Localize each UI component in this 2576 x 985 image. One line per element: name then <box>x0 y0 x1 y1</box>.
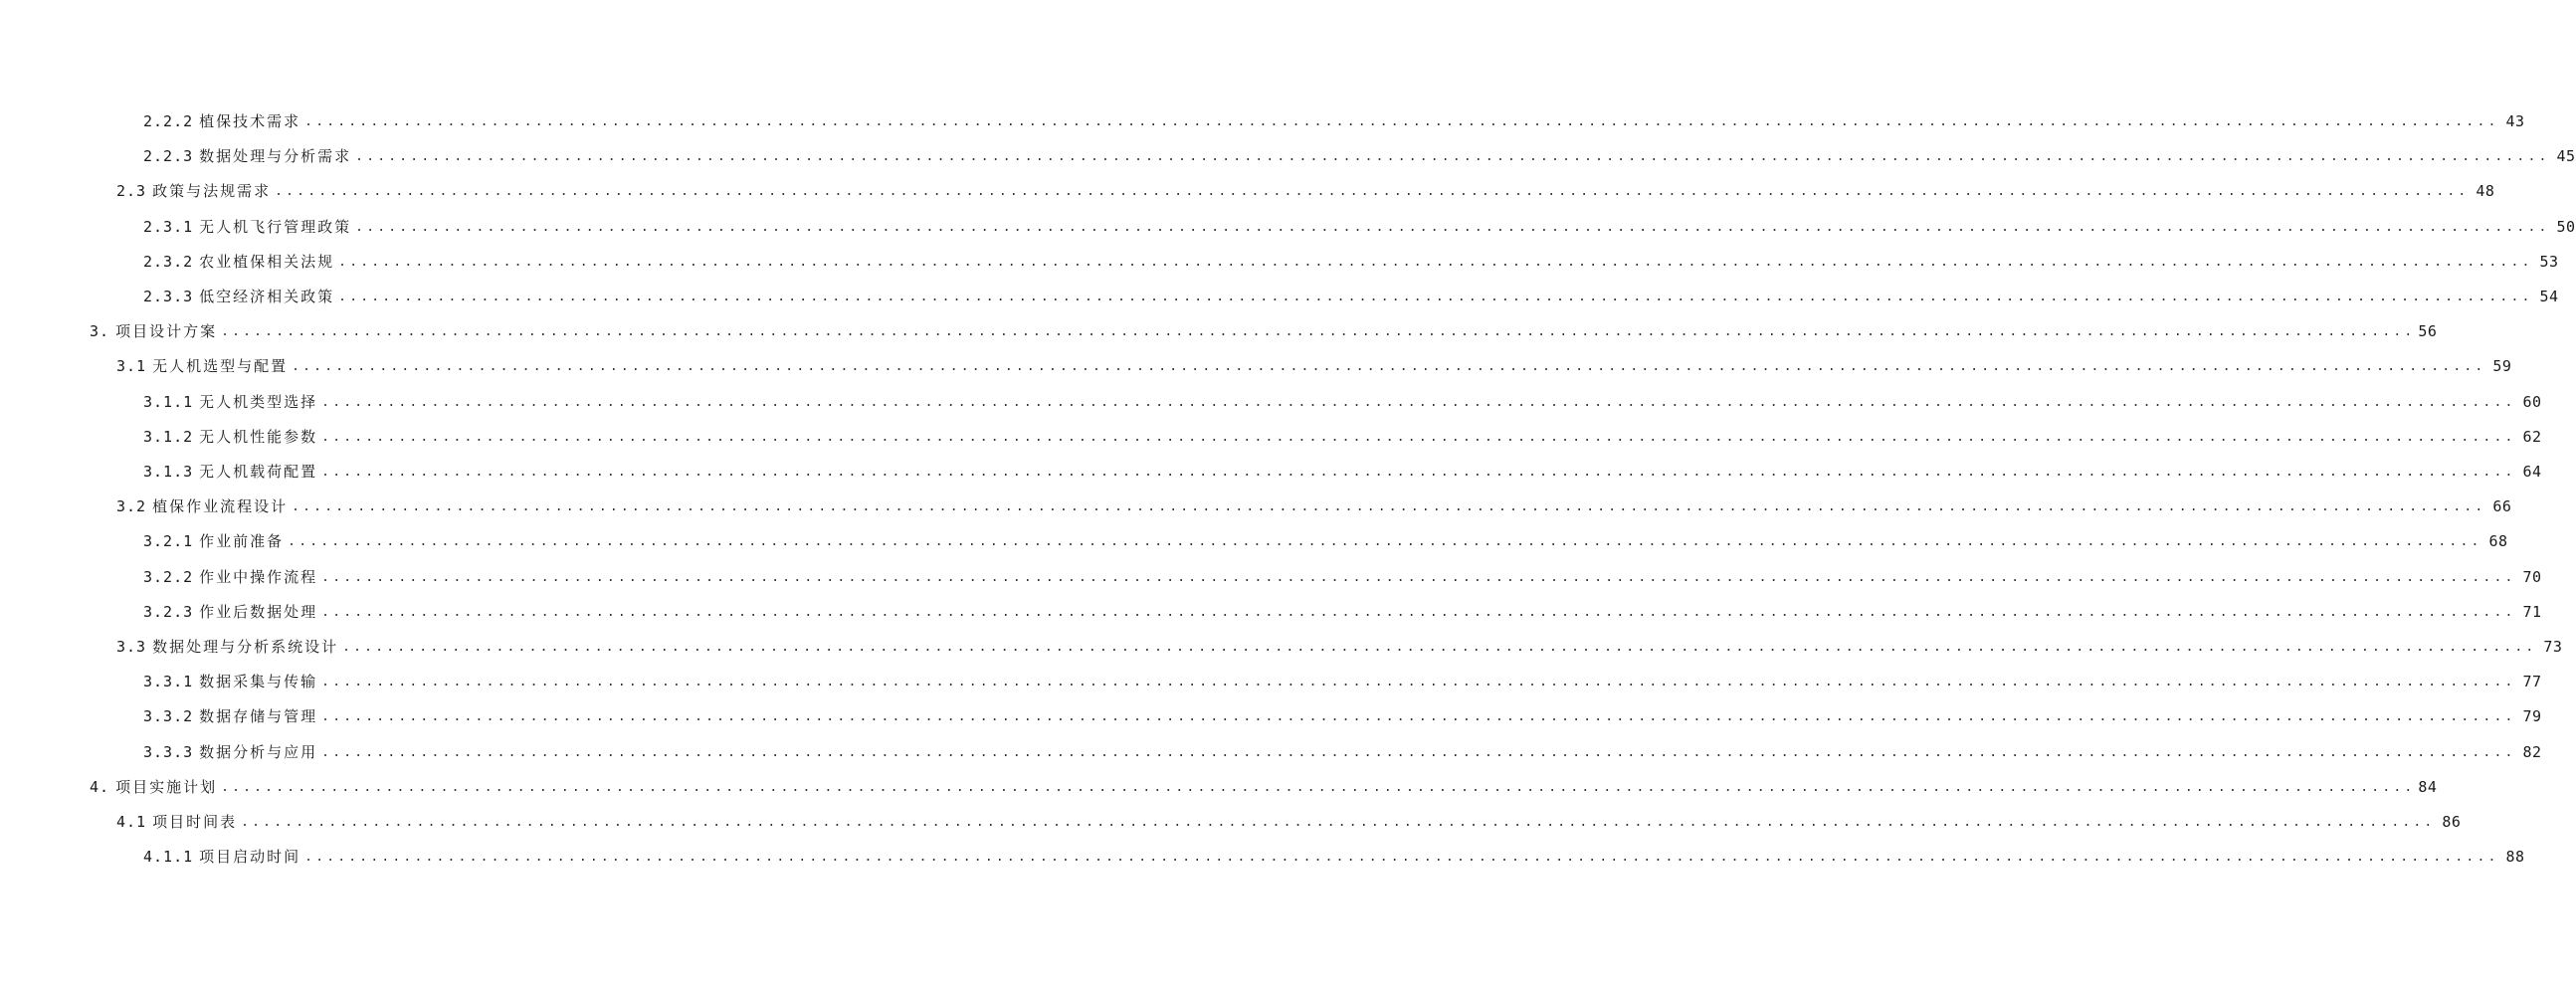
toc-dot-leader: ........................................................................................................................................................................................................ <box>321 604 2516 620</box>
toc-entry[interactable] <box>143 212 2576 242</box>
toc-dot-leader: ........................................................................................................................................................................................................ <box>355 219 2550 235</box>
toc-entry-number: 2.2.2 <box>143 112 194 130</box>
toc-entry-title: 无人机载荷配置 <box>199 463 318 481</box>
toc-entry-number: 3.1.2 <box>143 427 194 446</box>
toc-dot-leader: ........................................................................................................................................................................................................ <box>221 779 2416 795</box>
toc-entry-number: 3.3.3 <box>143 742 194 761</box>
toc-dot-leader: ........................................................................................................................................................................................................ <box>321 675 2516 690</box>
toc-page-number: 50 <box>2556 217 2576 236</box>
toc-page-number: 53 <box>2539 252 2559 271</box>
toc-entry-number: 3.3 <box>116 638 147 656</box>
toc-entry-title: 无人机飞行管理政策 <box>199 217 352 236</box>
toc-dot-leader: ........................................................................................................................................................................................................ <box>304 850 2499 866</box>
toc-page-number: 71 <box>2522 602 2542 621</box>
toc-page-number: 60 <box>2522 392 2542 411</box>
toc-entry-title: 无人机选型与配置 <box>152 357 289 376</box>
toc-entry-number: 2.3.2 <box>143 252 194 271</box>
toc-entry-title: 植保作业流程设计 <box>152 497 289 516</box>
toc-entry-title: 作业中操作流程 <box>199 567 318 586</box>
toc-page-number: 82 <box>2522 742 2542 761</box>
toc-entry-title: 数据存储与管理 <box>199 707 318 726</box>
toc-entry[interactable] <box>116 632 2563 662</box>
toc-dot-leader: ........................................................................................................................................................................................................ <box>304 114 2499 129</box>
toc-entry-number: 4.1 <box>116 813 147 831</box>
toc-entry[interactable] <box>143 247 2559 277</box>
toc-entry[interactable] <box>143 842 2525 872</box>
toc-entry-title: 数据采集与传输 <box>199 673 318 691</box>
toc-dot-leader: ........................................................................................................................................................................................................ <box>292 359 2486 375</box>
toc-entry-title: 作业后数据处理 <box>199 602 318 621</box>
toc-entry-number: 3.2.1 <box>143 532 194 551</box>
toc-entry-number: 3.2 <box>116 497 147 516</box>
toc-entry-number: 3.2.3 <box>143 602 194 621</box>
toc-page-number: 48 <box>2476 182 2495 201</box>
toc-entry-title: 低空经济相关政策 <box>199 288 335 305</box>
toc-entry-title: 无人机类型选择 <box>199 392 318 411</box>
toc-entry-title: 无人机性能参数 <box>199 427 318 446</box>
toc-entry-title: 植保技术需求 <box>199 112 301 130</box>
toc-entry-number: 2.3.1 <box>143 217 194 236</box>
toc-dot-leader: ........................................................................................................................................................................................................ <box>321 569 2516 585</box>
toc-dot-leader: ........................................................................................................................................................................................................ <box>288 534 2482 550</box>
toc-entry[interactable] <box>143 457 2542 487</box>
toc-entry[interactable] <box>143 667 2542 696</box>
toc-dot-leader: ........................................................................................................................................................................................................ <box>241 815 2436 830</box>
toc-dot-leader: ........................................................................................................................................................................................................ <box>355 149 2550 165</box>
toc-entry-number: 3.2.2 <box>143 567 194 586</box>
toc-entry-title: 项目时间表 <box>152 813 238 831</box>
toc-entry[interactable] <box>143 106 2525 136</box>
toc-dot-leader: ........................................................................................................................................................................................................ <box>321 744 2516 760</box>
toc-page-number: 68 <box>2488 532 2508 551</box>
toc-entry[interactable] <box>143 387 2542 417</box>
toc-dot-leader: ........................................................................................................................................................................................................ <box>221 324 2416 340</box>
toc-entry-title: 项目实施计划 <box>115 777 218 796</box>
toc-entry-title: 数据处理与分析系统设计 <box>152 638 339 656</box>
toc-dot-leader: ........................................................................................................................................................................................................ <box>321 394 2516 410</box>
toc-entry-number: 3.1.1 <box>143 392 194 411</box>
toc-dot-leader: ........................................................................................................................................................................................................ <box>321 709 2516 725</box>
toc-dot-leader: ........................................................................................................................................................................................................ <box>342 640 2537 655</box>
toc-dot-leader: ........................................................................................................................................................................................................ <box>292 499 2486 515</box>
toc-entry[interactable] <box>143 562 2542 592</box>
toc-entry-number: 4. <box>90 777 110 796</box>
toc-entry-title: 数据处理与分析需求 <box>199 147 352 166</box>
toc-entry[interactable] <box>116 492 2512 521</box>
toc-page-number: 77 <box>2522 673 2542 691</box>
toc-page-number: 66 <box>2492 497 2512 516</box>
toc-page-number: 84 <box>2418 777 2438 796</box>
toc-entry[interactable] <box>143 737 2542 767</box>
toc-dot-leader: ........................................................................................................................................................................................................ <box>338 290 2533 304</box>
toc-page-number: 64 <box>2522 463 2542 481</box>
toc-page-number: 56 <box>2418 322 2438 341</box>
toc-page-number: 70 <box>2522 567 2542 586</box>
toc-entry-title: 项目设计方案 <box>115 322 218 341</box>
toc-entry-number: 3. <box>90 322 110 341</box>
toc-dot-leader: ........................................................................................................................................................................................................ <box>321 465 2516 480</box>
toc-page-number: 86 <box>2442 813 2462 831</box>
toc-page-number: 88 <box>2505 848 2525 867</box>
toc-entry-number: 3.1 <box>116 357 147 376</box>
toc-dot-leader: ........................................................................................................................................................................................................ <box>338 254 2533 270</box>
toc-entry-title: 作业前准备 <box>199 532 285 551</box>
toc-entry-title: 政策与法规需求 <box>152 182 272 201</box>
toc-entry-number: 4.1.1 <box>143 848 194 867</box>
toc-entry[interactable] <box>116 351 2512 381</box>
toc-page-number: 79 <box>2522 707 2542 726</box>
toc-page-number: 73 <box>2543 638 2563 656</box>
toc-page-number: 59 <box>2492 357 2512 376</box>
toc-entry-title: 项目启动时间 <box>199 848 301 867</box>
toc-entry[interactable] <box>143 422 2542 452</box>
toc-entry-number: 3.1.3 <box>143 463 194 481</box>
toc-entry-number: 3.3.1 <box>143 673 194 691</box>
toc-page-number: 45 <box>2556 147 2576 166</box>
toc-entry[interactable] <box>116 176 2495 206</box>
toc-entry-number: 2.2.3 <box>143 147 194 166</box>
toc-page-number: 62 <box>2522 427 2542 446</box>
toc-entry-number: 2.3 <box>116 182 147 201</box>
toc-entry[interactable] <box>116 807 2462 837</box>
toc-entry[interactable] <box>143 282 2559 311</box>
toc-entry-title: 农业植保相关法规 <box>199 252 335 271</box>
toc-entry-number: 3.3.2 <box>143 707 194 726</box>
toc-dot-leader: ........................................................................................................................................................................................................ <box>275 184 2470 200</box>
toc-page-number: 43 <box>2505 112 2525 130</box>
toc-dot-leader: ........................................................................................................................................................................................................ <box>321 429 2516 445</box>
toc-entry[interactable] <box>143 141 2576 171</box>
toc-entry[interactable] <box>143 526 2508 556</box>
toc-page-number: 54 <box>2539 288 2559 305</box>
toc-entry-title: 数据分析与应用 <box>199 742 318 761</box>
toc-entry[interactable] <box>90 316 2438 346</box>
toc-entry[interactable] <box>90 772 2438 802</box>
toc-entry[interactable] <box>143 597 2542 627</box>
toc-entry-number: 2.3.3 <box>143 288 194 305</box>
toc-entry[interactable] <box>143 701 2542 731</box>
